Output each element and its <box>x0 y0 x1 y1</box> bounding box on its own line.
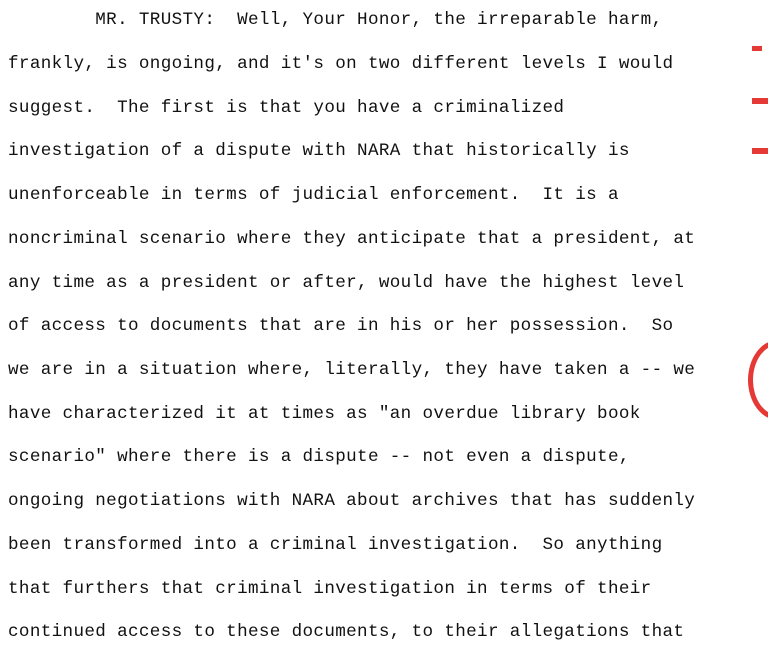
red-circle-annotation <box>748 340 768 420</box>
red-margin-mark-1 <box>752 46 762 51</box>
transcript-line-5: unenforceable in terms of judicial enforcement. It is a <box>8 185 619 205</box>
transcript-line-8: of access to documents that are in his or her possession. So <box>8 316 674 336</box>
transcript-line-13: been transformed into a criminal investigation. So anything <box>8 535 663 555</box>
transcript-line-11: scenario" where there is a dispute -- not even a dispute, <box>8 447 630 467</box>
transcript-line-10: have characterized it at times as "an overdue library book <box>8 404 641 424</box>
transcript-line-12: ongoing negotiations with NARA about archives that has suddenly <box>8 491 696 511</box>
transcript-line-15: continued access to these documents, to their allegations that <box>8 622 685 642</box>
red-margin-mark-2 <box>752 98 768 104</box>
red-margin-mark-3 <box>752 148 768 154</box>
transcript-line-4: investigation of a dispute with NARA that historically is <box>8 141 630 161</box>
transcript-line-1: MR. TRUSTY: Well, Your Honor, the irreparable harm, <box>8 10 663 30</box>
transcript-line-9: we are in a situation where, literally, they have taken a -- we <box>8 360 696 380</box>
transcript-line-6: noncriminal scenario where they anticipate that a president, at <box>8 229 696 249</box>
transcript-line-2: frankly, is ongoing, and it's on two different levels I would <box>8 54 674 74</box>
transcript-line-14: that furthers that criminal investigation in terms of their <box>8 579 652 599</box>
transcript-line-3: suggest. The first is that you have a criminalized <box>8 98 565 118</box>
transcript-line-7: any time as a president or after, would have the highest level <box>8 273 685 293</box>
